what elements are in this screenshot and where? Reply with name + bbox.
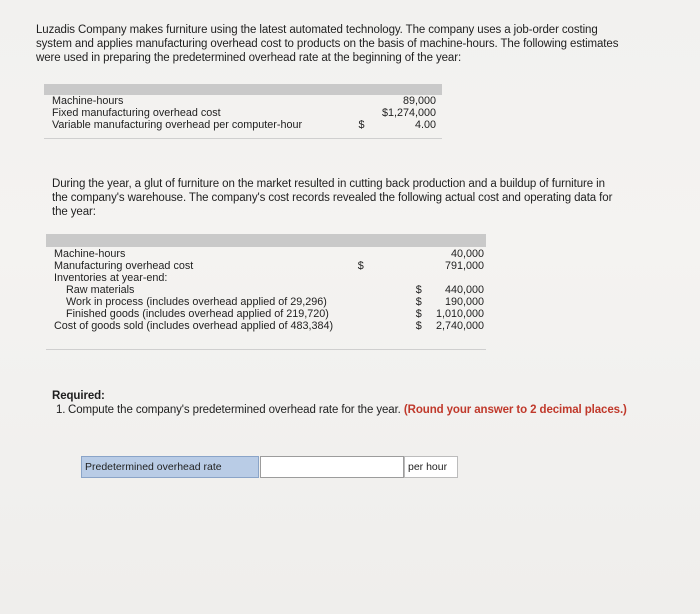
row-label: Inventories at year-end: (54, 272, 168, 284)
actual-data-table (54, 248, 484, 332)
intro-paragraph: Luzadis Company makes furniture using the latest automated technology. The company uses a job-order costing system and applies manufacturing overhead cost to products on the basis of machine-hours. The following estimates were used in preparing the predetermined overhead rate at the beginning of the year: (36, 24, 619, 64)
row-value: 190,000 (444, 296, 484, 308)
table-row (52, 95, 436, 107)
row-label: Work in process (includes overhead applied of 29,296) (66, 296, 327, 308)
table-row (54, 248, 484, 260)
table-row: Finished goods (includes overhead applied of 219,720) $ 1,010,000 (54, 308, 484, 320)
row-value: 440,000 (444, 284, 484, 296)
table-row: Cost of goods sold (includes overhead applied of 483,384) $ 2,740,000 (54, 320, 484, 332)
answer-label: Predetermined overhead rate (81, 456, 259, 478)
rounding-note: (Round your answer to 2 decimal places.) (403, 404, 627, 416)
required-heading: Required: (52, 390, 105, 402)
row-label: Fixed manufacturing overhead cost (52, 107, 221, 119)
actual-header-bar (46, 234, 486, 247)
row-label: Finished goods (includes overhead applied of 219,720) (66, 308, 329, 320)
actual-data-paragraph: During the year, a glut of furniture on the market resulted in cutting back production and a buildup of furniture in the company's warehouse. The company's cost records revealed the following actual cost and operating data for the year: (52, 178, 613, 218)
row-value: 89,000 (402, 95, 436, 107)
table-row: Work in process (includes overhead applied of 29,296) $ 190,000 (54, 296, 484, 308)
predetermined-rate-input[interactable] (260, 456, 404, 478)
unit-label: per hour (404, 456, 458, 478)
table-row: Variable manufacturing overhead per computer-hour $ 4.00 (52, 119, 436, 131)
required-section (52, 389, 632, 417)
estimates-table (52, 95, 436, 131)
question-number: 1. (56, 404, 66, 416)
table-row: Manufacturing overhead cost $ 791,000 (54, 260, 484, 272)
row-label: Machine-hours (52, 95, 124, 107)
row-value: 2,740,000 (435, 320, 484, 332)
row-label: Variable manufacturing overhead per computer-hour (52, 119, 303, 131)
table-row (52, 107, 436, 119)
row-label: Manufacturing overhead cost (54, 260, 194, 272)
table-row: Raw materials $ 440,000 (54, 284, 484, 296)
estimates-header-bar (44, 84, 442, 95)
row-value: $1,274,000 (381, 107, 436, 119)
row-value: 1,010,000 (435, 308, 484, 320)
row-label: Cost of goods sold (includes overhead applied of 483,384) (54, 320, 334, 332)
row-value: 791,000 (444, 260, 484, 272)
row-value: 40,000 (450, 248, 484, 260)
estimates-bottom-rule (44, 138, 442, 139)
row-label: Raw materials (66, 284, 135, 296)
row-label: Machine-hours (54, 248, 126, 260)
question-text: Compute the company's predetermined overhead rate for the year. (68, 404, 401, 416)
row-value: 4.00 (414, 119, 436, 131)
table-row (54, 272, 484, 284)
actual-bottom-rule (46, 349, 486, 350)
